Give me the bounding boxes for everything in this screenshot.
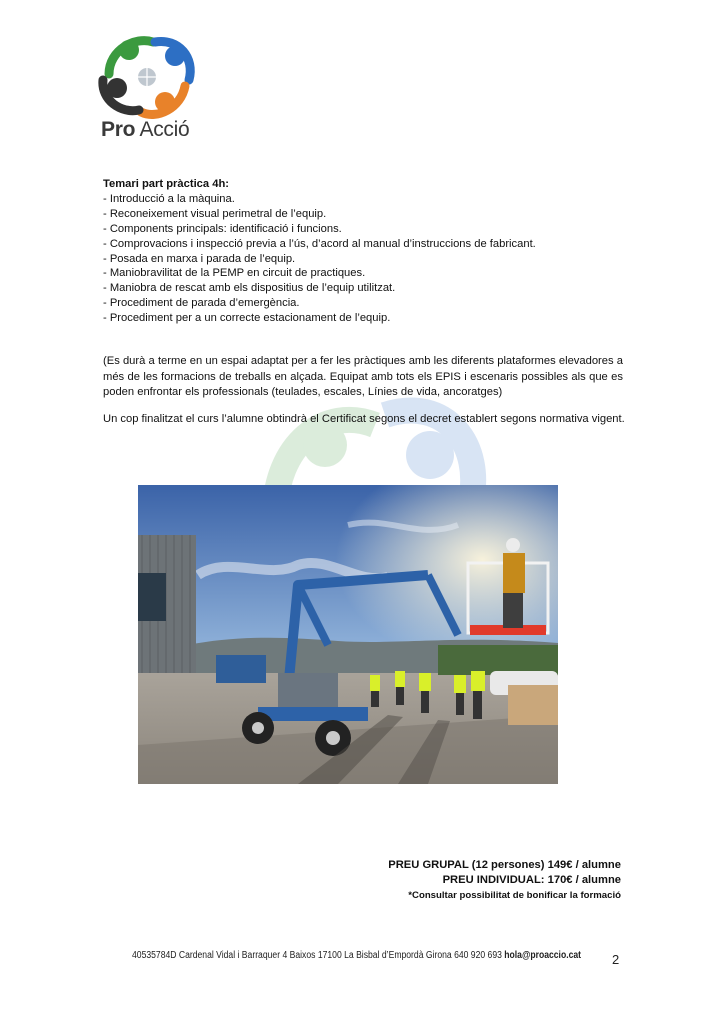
syllabus-heading: Temari part pràctica 4h: <box>103 178 230 190</box>
syllabus-item: - Posada en marxa i parada de l’equip. <box>103 252 296 265</box>
training-photo <box>138 485 558 784</box>
syllabus-item: - Introducció a la màquina. <box>103 192 235 205</box>
logo-emblem-icon <box>95 28 205 123</box>
logo-text-pro: Pro <box>101 118 136 141</box>
aerial-platform-photo-icon <box>138 485 558 784</box>
syllabus-item: - Components principals: identificació i funcions. <box>103 222 342 235</box>
certificate-paragraph: Un cop finalitzat el curs l’alumne obtindrà el Certificat segons el decret establert segons normativa vigent. <box>103 413 625 425</box>
syllabus-item: - Reconeixement visual perimetral de l’equip. <box>103 207 327 220</box>
subsidy-note: *Consultar possibilitat de bonificar la formació <box>408 890 621 901</box>
syllabus-section <box>103 177 623 326</box>
footer-email-link[interactable]: hola@proaccio.cat <box>504 950 582 961</box>
syllabus-item: - Procediment per a un correcte estacionament de l’equip. <box>103 312 391 325</box>
logo-wordmark <box>101 118 189 142</box>
syllabus-item: - Maniobravilitat de la PEMP en circuit de practiques. <box>103 267 366 280</box>
footer-address: 40535784D Cardenal Vidal i Barraquer 4 Baixos 17100 La Bisbal d’Empordà Girona 640 920 693 <box>132 950 502 961</box>
individual-price: PREU INDIVIDUAL: 170€ / alumne <box>442 874 621 886</box>
prices-section <box>388 858 621 903</box>
practice-space-paragraph: (Es durà a terme en un espai adaptat per a fer les pràctiques amb les diferents plataformes elevadores a més de les formacions de treballs en alçada. Equipat amb tots els EPIS i escenaris possibles als que es poden enfrontar els professionals (teulades, escales, Línies de vida, ancoratges) <box>103 355 623 399</box>
syllabus-item: - Procediment de parada d’emergència. <box>103 297 300 310</box>
page-number: 2 <box>612 952 620 967</box>
group-price: PREU GRUPAL (12 persones) 149€ / alumne <box>388 859 621 871</box>
footer <box>132 950 581 961</box>
syllabus-item: - Comprovacions i inspecció previa a l’ús, d’acord al manual d’instruccions de fabricant. <box>103 237 536 250</box>
syllabus-item: - Maniobra de rescat amb els dispositius de l’equip utilitzat. <box>103 282 396 295</box>
logo-text-accio: Acció <box>139 118 190 141</box>
